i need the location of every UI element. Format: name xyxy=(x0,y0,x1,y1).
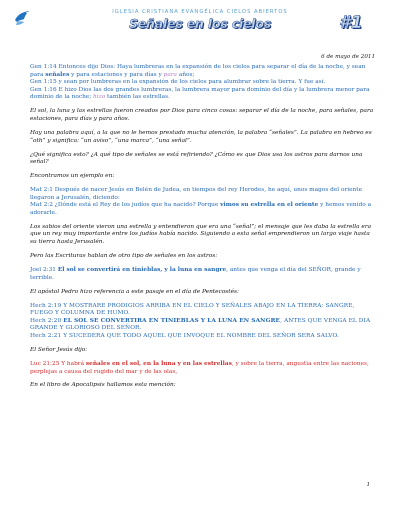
paragraph-senor: El Señor Jesús dijo: xyxy=(30,346,88,353)
verse-ref: Gen 1:15 xyxy=(30,79,57,86)
paragraph-sol: El sol, la luna y las estrellas fueron creados por Dios para cinco cosas: separar el día de la noche, para señales, para estaciones, para días y para años. xyxy=(30,108,374,122)
verse-ref: Joel 2:31 xyxy=(30,267,56,273)
verse-ref: Hech 2:19 xyxy=(30,302,62,309)
verse-text: Y SUCEDERA QUE TODO AQUEL QUE INVOQUE EL NOMBRE DEL SEÑOR SERA SALVO. xyxy=(63,332,339,339)
verse-block-genesis xyxy=(30,64,374,102)
verse-ref: Gen 1:16 xyxy=(30,86,57,93)
verse-text: Y MOSTRARE PRODIGIOS ARRIBA EN EL CIELO Y SEÑALES ABAJO EN LA TIERRA: SANGRE, FUEGO Y COLUMNA DE HUMO. xyxy=(30,302,355,317)
verse-added-word: hizo xyxy=(93,94,106,101)
document-body xyxy=(30,64,374,396)
verse-ref: Mat 2:1 xyxy=(30,187,53,194)
verse-ref: Hech 2:21 xyxy=(30,332,62,339)
verse-text: también las estrellas. xyxy=(107,94,170,101)
paragraph-pedro: El apóstol Pedro hizo referencia a este pasaje en el día de Pentecostés: xyxy=(30,288,239,295)
paragraph-sabios: Los sabios del oriente vieron una estrella y entendieron que era una “señal”; el mensaje que les daba la estrella era que un rey muy importante entre los judíos había nacido. Siguiendo a esta señal emprendieron un largo viaje hasta su tierra hasta Jerusalén. xyxy=(30,223,372,246)
verse-text: , antes que venga el día del SEÑOR, grande y terrible. xyxy=(30,267,361,281)
verse-text: años; xyxy=(178,71,195,78)
verse-ref: Gen 1:14 xyxy=(30,64,57,70)
verse-text: Después de nacer Jesús en Belén de Judea, en tiempos del rey Herodes, he aquí, unos magos del oriente llegaron a Jerusalén, diciendo: xyxy=(30,187,363,201)
verse-text: E hizo Dios las dos grandes lumbreras, la lumbrera mayor para dominio del día y la lumbrera menor para dominio de la noche; xyxy=(30,86,370,101)
verse-emphasis: El sol se convertirá en tinieblas, y la luna en sangre xyxy=(57,267,227,273)
paragraph-tipo: ¿Qué significa esto? ¿A qué tipo de señales se está refiriendo? ¿Cómo es que Dios usa los astros para darnos una señal? xyxy=(30,151,363,166)
verse-block-mateo xyxy=(30,187,374,217)
verse-text: y hemos venido a adorarle. xyxy=(30,202,372,216)
verse-text: Y habrá xyxy=(61,360,85,367)
verse-emphasis: EL SOL SE CONVERTIRA EN TINIEBLAS Y LA LUNA EN SANGRE xyxy=(63,317,281,324)
verse-block-joel xyxy=(30,267,374,282)
verse-added-word: para xyxy=(163,71,178,78)
verse-text: ¿Dónde está el Rey de los judíos que ha nacido? Porque xyxy=(54,202,219,209)
verse-block-lucas xyxy=(30,361,374,376)
paragraph-palabra: Hay una palabra aquí, a la que no le hemos prestado mucha atención, la palabra “señales”. La palabra en hebreo es “oth” y significa: “un aviso”, “una marca”, “una señal”. xyxy=(30,129,372,144)
page-number: 1 xyxy=(366,482,370,488)
verse-text: y sean por lumbreras en la expansión de los cielos para alumbrar sobre la tierra. Y fue así. xyxy=(58,79,326,86)
verse-emphasis: vimos su estrella en el oriente xyxy=(220,202,319,209)
verse-ref: Hech 2:20 xyxy=(30,317,62,324)
verse-text: , ANTES QUE VENGA EL DIA GRANDE Y GLORIOSO DEL SEÑOR. xyxy=(30,317,371,332)
verse-emphasis: señales xyxy=(45,71,70,78)
paragraph-apocalipsis: En el libro de Apocalipsis hallamos esta mención: xyxy=(30,382,176,389)
church-name: IGLESIA CRISTIANA EVANGÉLICA CIELOS ABIERTOS xyxy=(112,9,288,15)
page-title: Señales en los cielos xyxy=(128,16,272,31)
verse-ref: Mat 2:2 xyxy=(30,202,53,209)
verse-text: Entonces dijo Dios: Haya lumbreras en la expansión de los cielos para separar el día de la noche, y sean para xyxy=(30,64,366,78)
paragraph-escrituras: Pero las Escrituras hablan de otro tipo de señales en los astros: xyxy=(30,253,218,260)
verse-text: , y sobre la tierra, angustia entre las naciones, perplejas a causa del rugido del mar y de las olas, xyxy=(30,360,369,375)
verse-ref: Luc 21:25 xyxy=(30,360,60,367)
verse-block-hechos xyxy=(30,303,374,341)
verse-emphasis: señales en el sol, en la luna y en las estrellas xyxy=(85,360,232,367)
paragraph-ejemplo: Encontramos un ejemplo en: xyxy=(30,173,115,180)
lesson-number-badge: #1 xyxy=(339,13,363,33)
document-date: 6 de mayo de 2011 xyxy=(321,54,375,60)
verse-text: y para estaciones y para días y xyxy=(71,71,162,78)
